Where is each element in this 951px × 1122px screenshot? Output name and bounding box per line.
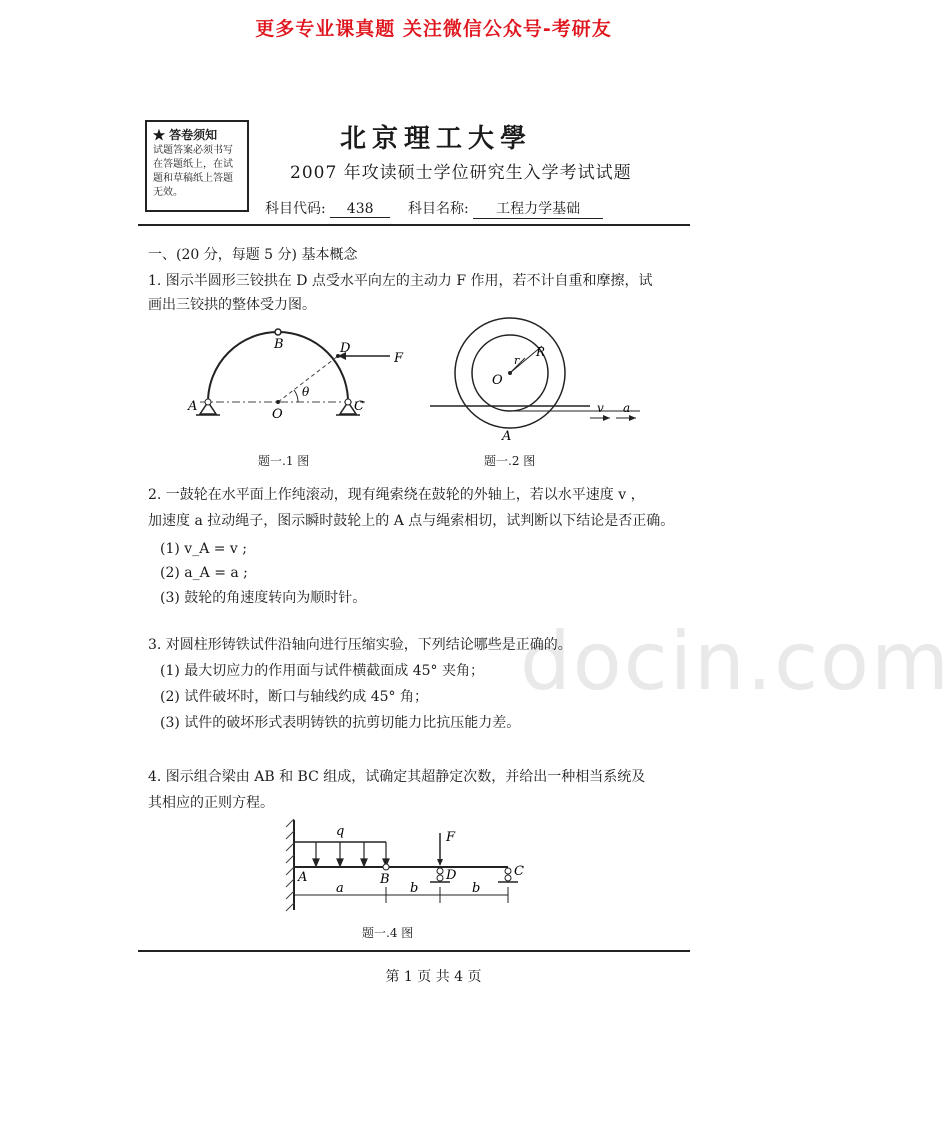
header-rule [138,224,690,226]
subject-code-value: 438 [330,201,390,218]
question-2-item-2: (2) a_A = a ; [160,565,248,581]
label-R: R [536,345,546,359]
label-C: C [354,399,364,414]
label-O2: O [492,373,503,388]
figure-4-caption: 题一.4 图 [362,926,414,940]
subject-name-value: 工程力学基础 [473,198,603,219]
page-footer: 第 1 页 共 4 页 [385,969,482,985]
label-v: v [597,401,604,415]
subject-code-label: 科目代码: [265,201,326,217]
subject-line [265,198,603,219]
question-4-line1: 4. 图示组合梁由 AB 和 BC 组成，试确定其超静定次数，并给出一种相当系统及 [148,769,646,785]
label-C4: C [514,864,524,879]
watermark: docin.com [520,615,951,708]
figure-4-beam [280,815,540,915]
label-q: q [336,824,345,839]
question-2-item-3: (3) 鼓轮的角速度转向为顺时针。 [160,590,367,606]
dim-b2: b [472,881,481,896]
label-r: r [514,354,520,367]
label-O: O [272,407,283,422]
question-2-line1: 2. 一鼓轮在水平面上作纯滚动，现有绳索绕在鼓轮的外轴上，若以水平速度 v ， [148,487,645,503]
question-2-line2: 加速度 a 拉动绳子，图示瞬时鼓轮上的 A 点与绳索相切，试判断以下结论是否正确。 [148,513,675,529]
label-D: D [340,341,351,356]
question-3-item-3: (3) 试件的破坏形式表明铸铁的抗剪切能力比抗压能力差。 [160,715,521,731]
label-A: A [188,399,198,414]
footer-rule [138,950,690,952]
figure-2-caption: 题一.2 图 [484,454,536,468]
label-a: a [623,401,631,415]
notice-body: 试题答案必须书写在答题纸上，在试题和草稿纸上答题无效。 [153,145,233,198]
question-3-item-1: (1) 最大切应力的作用面与试件横截面成 45° 夹角； [160,663,484,679]
label-F: F [394,351,404,366]
dim-b1: b [410,881,419,896]
section-title: 一、(20 分，每题 5 分) 基本概念 [148,247,358,263]
question-4-line2: 其相应的正则方程。 [148,795,274,811]
notice-title: ★ 答卷须知 [153,128,218,142]
figure-1-caption: 题一.1 图 [258,454,310,468]
label-D4: D [446,868,457,883]
figure-1-arch [180,320,420,430]
label-B: B [274,337,284,352]
exam-title: 2007 年攻读硕士学位研究生入学考试试题 [290,163,632,183]
label-B4: B [380,872,390,887]
subject-name-label: 科目名称: [407,201,469,217]
question-1-line1: 1. 图示半圆形三铰拱在 D 点受水平向左的主动力 F 作用，若不计自重和摩擦，试 [148,273,653,289]
question-1-line2: 画出三铰拱的整体受力图。 [148,297,316,313]
label-F4: F [446,830,456,845]
question-2-item-1: (1) v_A = v ; [160,541,248,557]
figure-2-drum [430,318,660,443]
answer-notice-box [145,120,249,212]
label-theta: θ [302,385,310,399]
label-A4: A [298,870,308,885]
question-3-item-2: (2) 试件破坏时，断口与轴线约成 45° 角； [160,689,428,705]
label-A2: A [502,429,512,444]
dim-a: a [336,881,344,896]
question-3-line1: 3. 对圆柱形铸铁试件沿轴向进行压缩实验，下列结论哪些是正确的。 [148,637,572,653]
university-name: 北京理工大學 [340,124,533,154]
promo-banner: 更多专业课真题 关注微信公众号-考研友 [255,18,612,40]
